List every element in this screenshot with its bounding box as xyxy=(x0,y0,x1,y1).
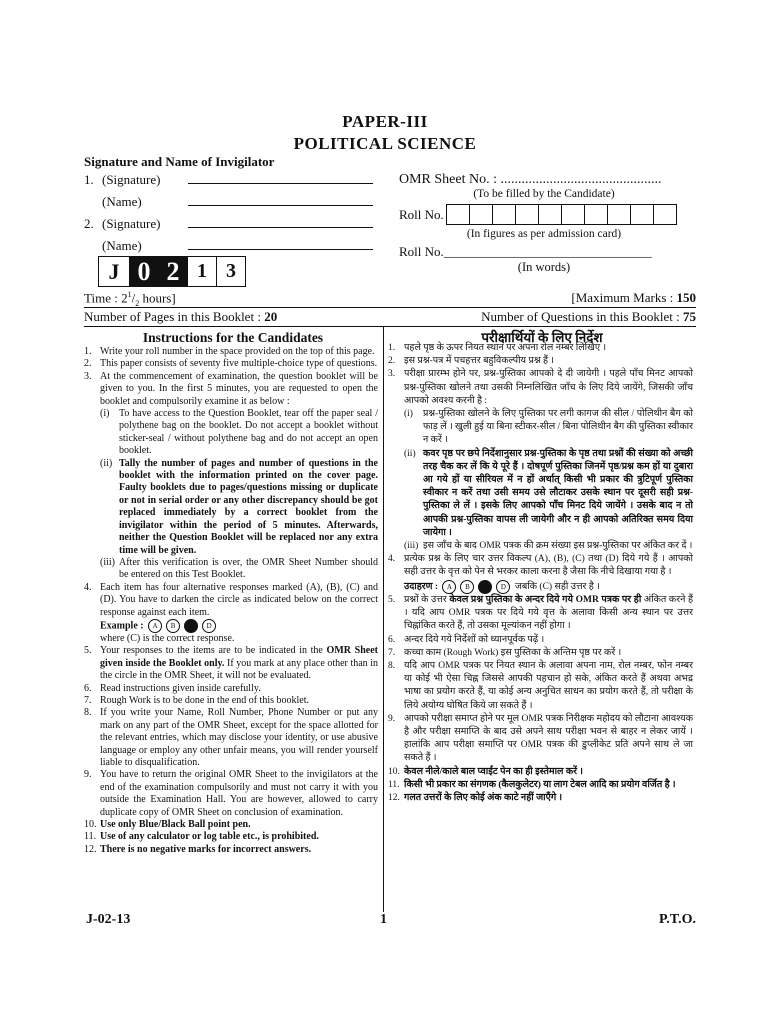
instruction-3: 3. At the commencement of examination, the question booklet will be given to you. In the first 5 minutes, you are requested to open the booklet and compulsorily examine it as below : xyxy=(84,370,378,407)
code-char-3: 2 xyxy=(159,257,188,286)
hindi-option-a-circle: A xyxy=(442,580,456,594)
hindi-instruction-2: 2. इस प्रश्न-पत्र में पचहत्तर बहुविकल्पीय प्रश्न हैं । xyxy=(388,356,554,367)
roll-number-row xyxy=(399,204,677,225)
instruction-10: 10. Use only Blue/Black Ball point pen. xyxy=(84,819,251,831)
booklet-code-box xyxy=(98,256,246,287)
roll-figures-note: (In figures as per admission card) xyxy=(466,228,622,240)
invigilator-heading: Signature and Name of Invigilator xyxy=(84,154,275,169)
hindi-example-row: उदाहरण : A B D जबकि (C) सही उत्तर है । xyxy=(388,580,693,594)
instruction-7: 7. Rough Work is to be done in the end of this booklet. xyxy=(84,694,309,706)
hindi-instruction-3-iii: (iii) इस जाँच के बाद OMR पत्रक की क्रम संख्या इस प्रश्न-पुस्तिका पर अंकित कर दें । xyxy=(404,541,693,552)
hindi-option-c-filled-circle xyxy=(478,580,492,594)
sig-num-2: 2. xyxy=(84,216,94,231)
name-line-2[interactable] xyxy=(188,239,373,250)
code-char-1: J xyxy=(99,257,130,286)
hindi-instruction-7: 7. कच्चा काम (Rough Work) इस पुस्तिका के अन्तिम पृष्ठ पर करें । xyxy=(388,647,622,658)
name-label-1: (Name) xyxy=(102,194,142,209)
instructions-title: Instructions for the Candidates xyxy=(142,330,324,345)
pto-label: P.T.O. xyxy=(659,912,696,927)
option-d-circle: D xyxy=(202,619,216,633)
hindi-instruction-3: 3. परीक्षा प्रारम्भ होने पर, प्रश्न-पुस्तिका आपको दे दी जायेगी । पहले पाँच मिनट आपको प्रश्न-पुस्तिका खोलने तथा उसकी निम्नलिखित जाँच के लिए दिये जायेंगे, जिसकी जाँच आपको अवश्य करनी है : xyxy=(388,369,693,406)
instruction-3-i: (i) To have access to the Question Booklet, tear off the paper seal / polythene bag on the booklet. Do not accept a booklet without sticker-seal / without polythene bag and do not accept an open booklet. xyxy=(100,408,378,457)
instruction-3-iii: (iii) After this verification is over, the OMR Sheet Number should be entered on this Test Booklet. xyxy=(100,556,378,581)
invigilator-block xyxy=(84,154,373,258)
hindi-instruction-11: 11. किसी भी प्रकार का संगणक (कैलकुलेटर) या लाग टेबल आदि का प्रयोग वर्जित है । xyxy=(388,779,676,790)
hindi-instruction-8: 8. यदि आप OMR पत्रक पर नियत स्थान के अलावा अपना नाम, रोल नम्बर, फोन नम्बर या कोई भी ऐसा चिह्न जिससे आपकी पहचान हो सके, अंकित करते हैं अथवा अभद्र भाषा का प्रयोग करते हैं, या कोई अन्य अनुचित साधन का प्रयोग करते हैं, तो परीक्षा के लिये अयोग्य घोषित किये जा सकते हैं । xyxy=(388,661,693,711)
instruction-5: 5. Your responses to the items are to be indicated in the OMR Sheet given inside the Booklet only. If you mark at any place other than in the circle in the OMR Sheet, it will not be evaluated. xyxy=(84,645,378,682)
roll-number-label: Roll No. xyxy=(399,206,444,222)
sig-num-1: 1. xyxy=(84,172,94,187)
instructions-title-hindi: परीक्षार्थियों के लिए निर्देश xyxy=(481,330,603,345)
maximum-marks: [Maximum Marks : 150 xyxy=(571,290,696,305)
column-divider xyxy=(383,327,384,912)
fill-note: (To be filled by the Candidate) xyxy=(473,188,615,200)
hindi-option-d-circle: D xyxy=(496,580,510,594)
divider-2 xyxy=(84,326,696,327)
hindi-option-b-circle: B xyxy=(460,580,474,594)
pages-count: Number of Pages in this Booklet : 20 xyxy=(84,309,278,324)
footer-code: J-02-13 xyxy=(86,912,131,927)
omr-sheet-label: OMR Sheet No. : .............................................. xyxy=(399,172,662,187)
name-label-2: (Name) xyxy=(102,238,142,253)
instruction-12: 12. There is no negative marks for incorrect answers. xyxy=(84,843,312,855)
hindi-instruction-5: 5. प्रश्नों के उत्तर केवल प्रश्न पुस्तिका के अन्दर दिये गये OMR पत्रक पर ही अंकित करने हैं । यदि आप OMR पत्रक पर दिये गये वृत्त के अलावा किसी अन्य स्थान पर उत्तर चिह्नांकित करते हैं, तो उसका मूल्यांकन नहीं होगा । xyxy=(388,595,693,632)
option-c-filled-circle xyxy=(184,619,198,633)
time-label: Time : $2^1/_2$ hours] xyxy=(84,290,176,308)
instruction-1: 1. Write your roll number in the space provided on the top of this page. xyxy=(84,346,375,357)
signature-line-1[interactable] xyxy=(188,173,373,184)
instruction-9: 9. You have to return the original OMR Sheet to the invigilators at the end of the examination compulsorily and must not carry it with you outside the Examination Hall. You are however, allowed to carry duplicate copy of OMR Sheet on conclusion of examination. xyxy=(84,769,378,818)
name-line-1[interactable] xyxy=(188,195,373,206)
hindi-instruction-10: 10. केवल नीले/काले बाल प्वाईंट पेन का ही इस्तेमाल करें । xyxy=(388,766,584,777)
signature-line-2[interactable] xyxy=(188,217,373,228)
code-char-4: 1 xyxy=(188,257,217,286)
hindi-instruction-12: 12. गलत उत्तरों के लिए कोई अंक काटे नहीं जाएँगे । xyxy=(388,793,563,804)
signature-label-2: (Signature) xyxy=(102,216,161,231)
subject-title: POLITICAL SCIENCE xyxy=(293,134,477,153)
hindi-instruction-1: 1. पहले पृष्ठ के ऊपर नियत स्थान पर अपना रोल नम्बर लिखिए । xyxy=(388,343,607,353)
code-char-5: 3 xyxy=(226,260,236,282)
instruction-4: 4. Each item has four alternative responses marked (A), (B), (C) and (D). You have to darken the circle as indicated below on the correct response against each item. xyxy=(84,581,378,618)
instruction-11: 11. Use of any calculator or log table etc., is prohibited. xyxy=(84,831,319,843)
instruction-8: 8. If you write your Name, Roll Number, Phone Number or put any mark on any part of the OMR Sheet, except for the space allotted for the relevant entries, which may disclose your identity, or use abusive language or employ any other unfair means, you will render yourself liable to disqualification. xyxy=(84,707,378,768)
words-note: (In words) xyxy=(517,260,571,274)
roll-number-boxes[interactable] xyxy=(446,204,677,225)
instructions-english: 1. Write your roll number in the space provided on the top of this page. 2. This paper consists of seventy five multiple-choice type of questions. 3. At the commencement of examination, the question booklet will be given to you. In the first 5 minutes, you are requested to open the booklet and compulsorily examine it as below : (i) To have access to the Question Booklet, tear off the paper seal / polythene bag on the booklet. Do not accept a booklet without sticker-seal / without polythene bag and do not accept an open booklet. (ii) Tally the number of pages and number of questions in the booklet with the information printed on the cover page. Faulty booklets due to pages/questions missing or duplicate or not in serial order or any other discrepancy should be got replaced immediately by a correct booklet from the invigilator within the period of 5 minutes. Afterwards, neither the Question Booklet will be replaced nor any extra time will be given. (iii) After this verification is over, the OMR Sheet Number should be entered on this Test Booklet. 4. Each item has four alternative responses marked (A), (B), (C) and (D). You have to darken the circle as indicated below on the correct response against each item. Example : A B D where (C) is the correct response. 5. Your responses to the items are to be indicated in the OMR Sheet given inside the Booklet only. If you mark at any place other than in the circle in the OMR Sheet, it will not be evaluated. 6. Read instructions given inside carefully. 7. Rough Work is to be done in the end of this booklet. 8. If you write your Name, Roll Number, Phone Number or put any mark on any part of the OMR Sheet, except for the space allotted for the relevant entries, which may disclose your identity, or use abusive language or employ any other unfair means, you will render yourself liable to disqualification. 9. You have to return the original OMR Sheet to the invigilators at the end of the examination compulsorily and must not carry it with you outside the Examination Hall. You are however, allowed to carry duplicate copy of OMR Sheet on conclusion of examination. 10. Use only Blue/Black Ball point pen. 11. Use of any calculator or log table etc., is prohibited. 12. There is no negative marks for incorrect answers. xyxy=(84,346,378,855)
hindi-instruction-3-i: (i) प्रश्न-पुस्तिका खोलने के लिए पुस्तिका पर लगी कागज की सील / पोलिथीन बैग को फाड़ लें । खुली हुई या बिना स्टीकर-सील / बिना पोलिथीन बैग की पुस्तिका स्वीकार न करें । xyxy=(404,409,693,446)
page-number: 1 xyxy=(380,912,387,927)
instructions-hindi xyxy=(388,342,693,805)
roll-words-label[interactable]: Roll No.________________________________ xyxy=(399,244,652,259)
example-row: Example : A B D xyxy=(84,619,378,633)
option-a-circle: A xyxy=(148,619,162,633)
option-b-circle: B xyxy=(166,619,180,633)
paper-title: PAPER-III xyxy=(342,112,428,131)
divider-1 xyxy=(84,307,696,308)
hindi-instruction-3-ii: (ii) कवर पृष्ठ पर छपे निर्देशानुसार प्रश्न-पुस्तिका के पृष्ठ तथा प्रश्नों की संख्या को अच्छी तरह चैक कर लें कि ये पूरे हैं । दोषपूर्ण पुस्तिका जिनमें पृष्ठ/प्रश्न कम हों या दुबारा आ गये हों या सीरियल में न हों अर्थात् किसी भी प्रकार की त्रुटिपूर्ण पुस्तिका स्वीकार न करें तथा उसी समय उसे लौटाकर उसके स्थान पर दूसरी सही प्रश्न-पुस्तिका ले लें । इसके लिए आपको पाँच मिनट दिये जायेंगे । उसके बाद न तो आपकी प्रश्न-पुस्तिका वापस ली जायेगी और न ही आपको अतिरिक्त समय दिया जायेगा । xyxy=(404,448,693,538)
hindi-instruction-4: 4. प्रत्येक प्रश्न के लिए चार उत्तर विकल्प (A), (B), (C) तथा (D) दिये गये हैं । आपको सही उत्तर के वृत्त को पेन से भरकर काला करना है जैसा कि नीचे दिखाया गया है । xyxy=(388,554,693,578)
code-char-2: 0 xyxy=(130,257,159,286)
hindi-instruction-6: 6. अन्दर दिये गये निर्देशों को ध्यानपूर्वक पढ़ें । xyxy=(388,634,545,645)
instruction-6: 6. Read instructions given inside carefully. xyxy=(84,682,261,694)
questions-count: Number of Questions in this Booklet : 75 xyxy=(481,309,696,324)
instruction-3-ii: (ii) Tally the number of pages and number of questions in the booklet with the information printed on the cover page. Faulty booklets due to pages/questions missing or duplicate or not in serial order or any other discrepancy should be got replaced immediately by a correct booklet from the invigilator within the period of 5 minutes. Afterwards, neither the Question Booklet will be replaced nor any extra time will be given. xyxy=(100,457,378,556)
instruction-2: 2. This paper consists of seventy five multiple-choice type of questions. xyxy=(84,358,378,370)
signature-label-1: (Signature) xyxy=(102,172,161,187)
hindi-instruction-9: 9. आपको परीक्षा समाप्त होने पर मूल OMR पत्रक निरीक्षक महोदय को लौटाना आवश्यक है और परीक्षा समाप्ति के बाद उसे अपने साथ परीक्षा भवन से बाहर न लेकर जायें । हालांकि आप परीक्षा समाप्ति पर OMR पत्रक की डुप्लीकेट प्रति अपने साथ ले जा सकते हैं । xyxy=(388,713,693,764)
